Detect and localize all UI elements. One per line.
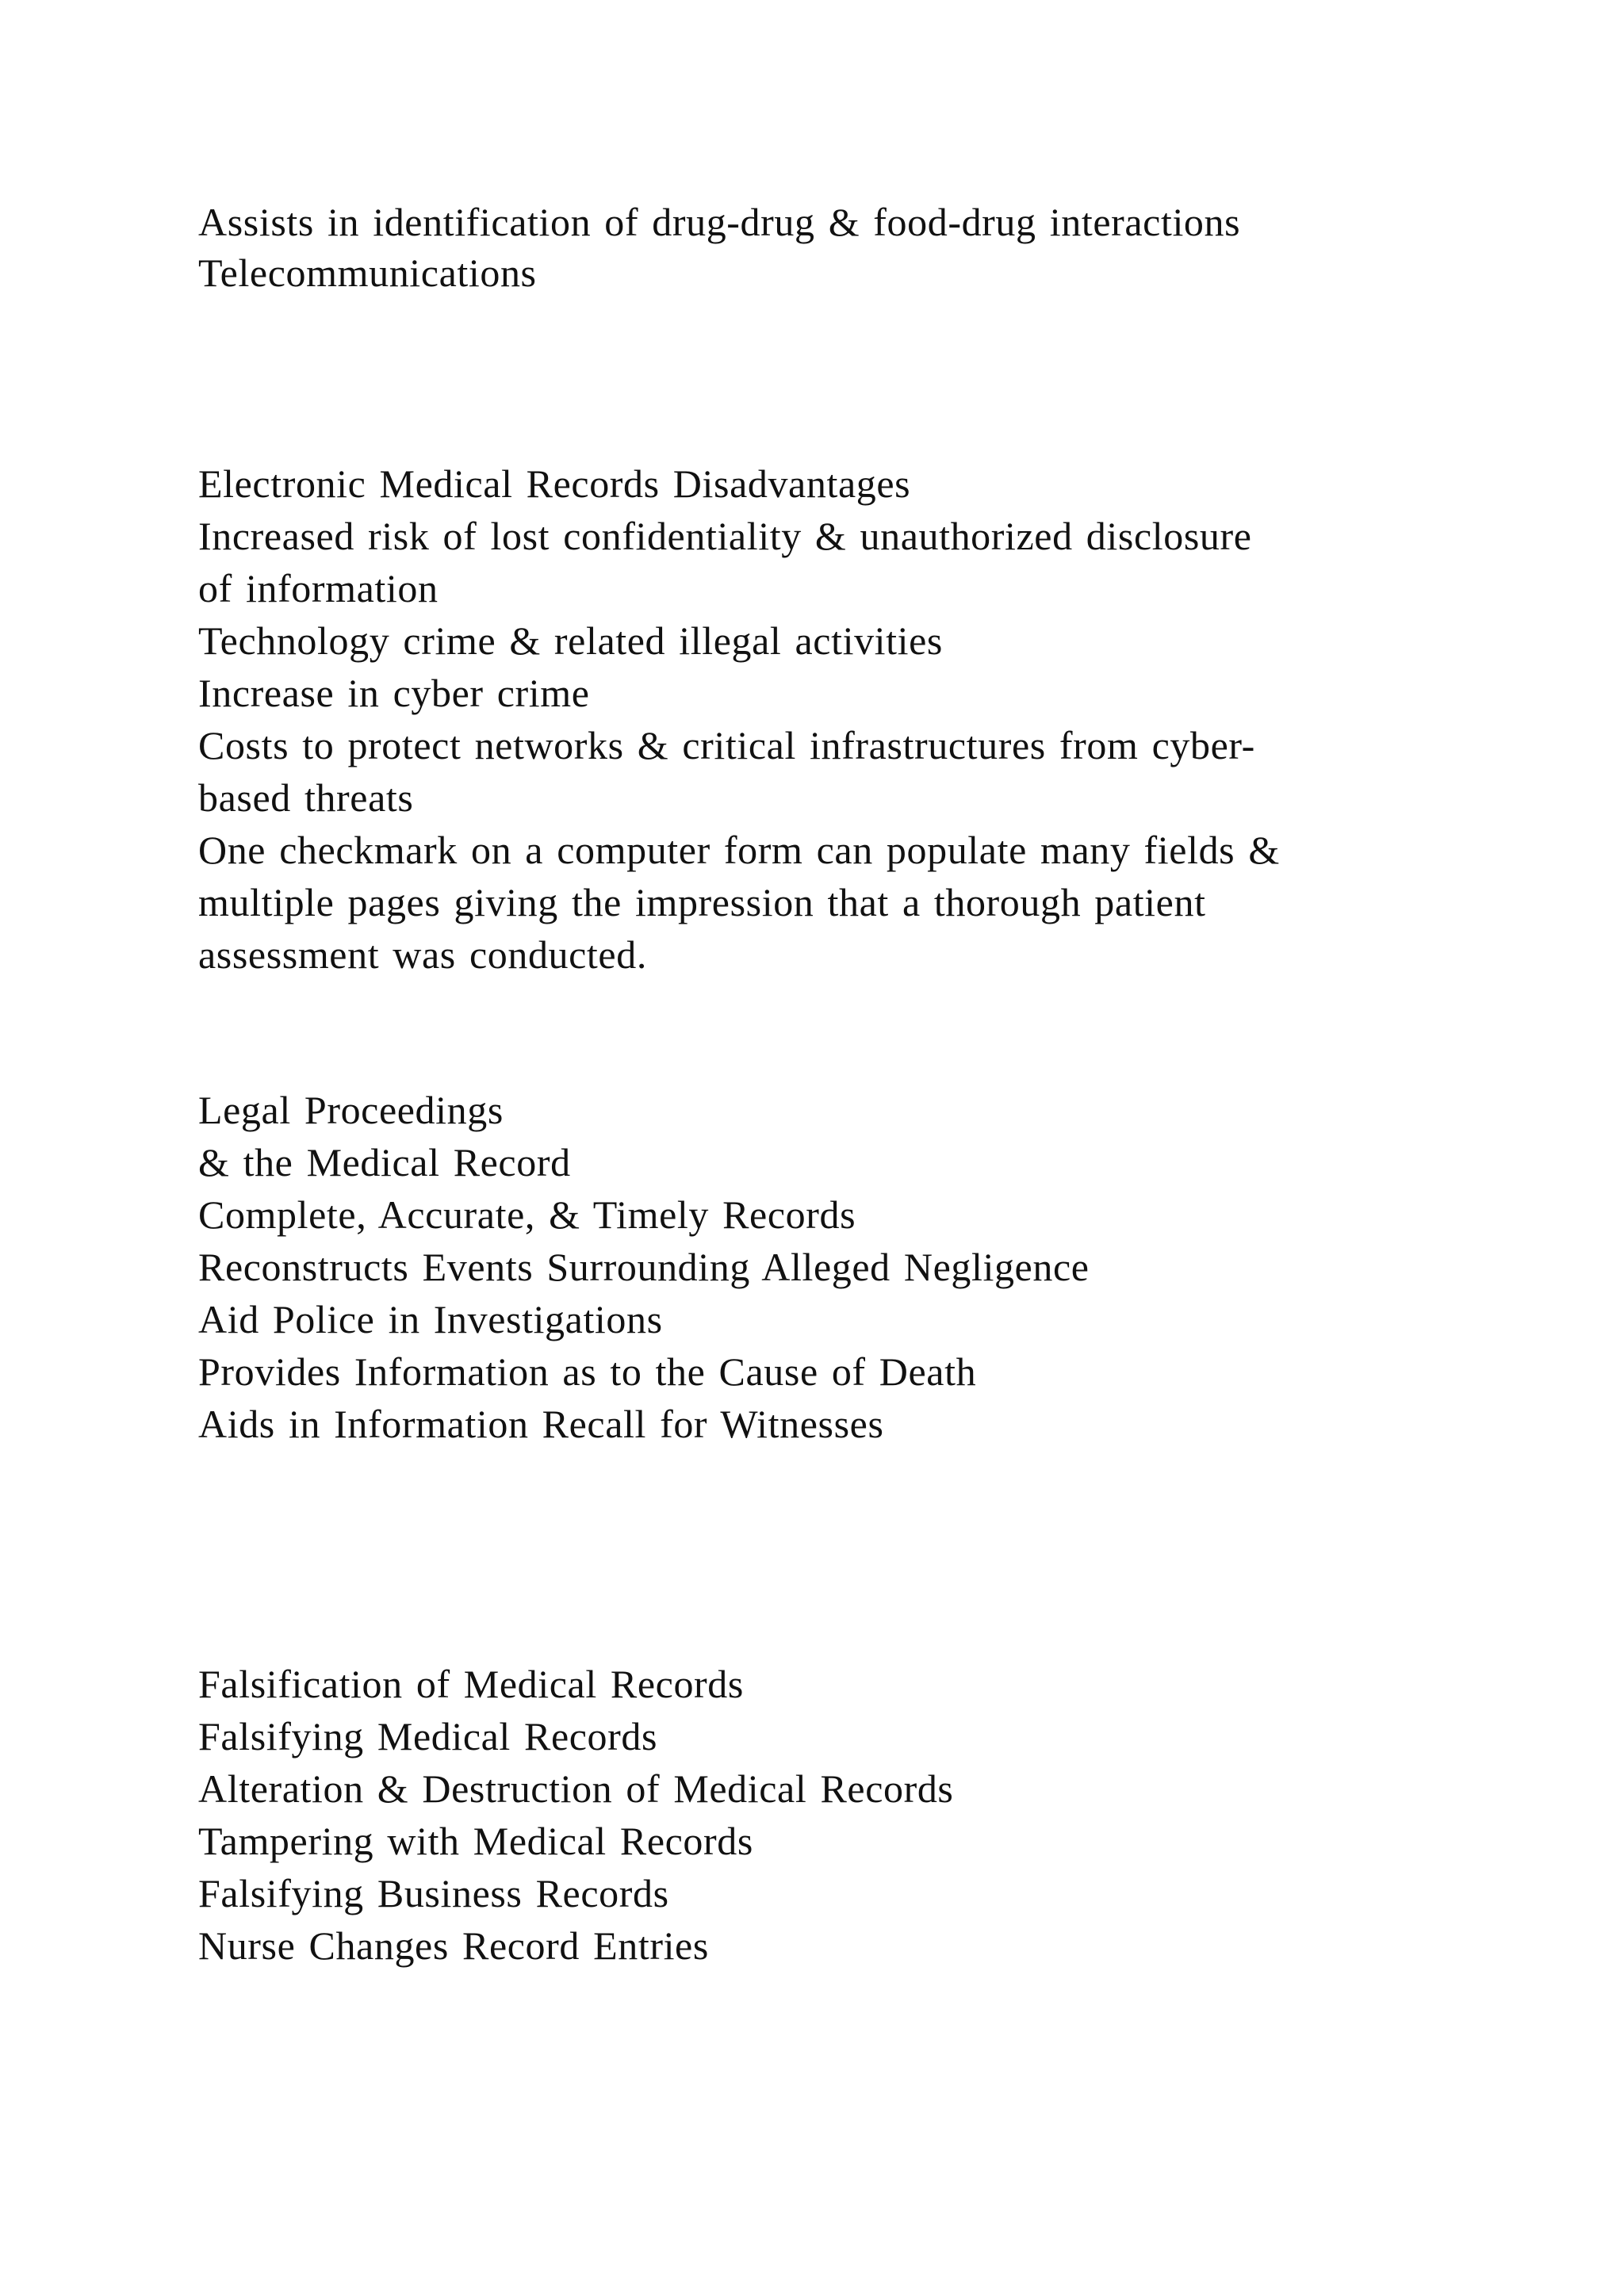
text-line: Provides Information as to the Cause of Death — [198, 1349, 977, 1394]
text-line: based threats — [198, 775, 414, 820]
text-line: Technology crime & related illegal activities — [198, 618, 943, 663]
text-line: Falsifying Business Records — [198, 1871, 669, 1915]
text-line: Tampering with Medical Records — [198, 1819, 753, 1863]
text-line: assessment was conducted. — [198, 932, 647, 977]
text-line: Falsifying Medical Records — [198, 1714, 658, 1758]
text-line: of information — [198, 566, 439, 610]
text-line: Nurse Changes Record Entries — [198, 1923, 709, 1968]
text-line: Reconstructs Events Surrounding Alleged Negligence — [198, 1245, 1090, 1289]
text-line: One checkmark on a computer form can populate many fields & — [198, 828, 1280, 872]
text-line: Telecommunications — [198, 251, 537, 295]
section-heading-medical-record: & the Medical Record — [198, 1140, 571, 1184]
text-line: multiple pages giving the impression that a thorough patient — [198, 880, 1206, 924]
text-line: Increased risk of lost confidentiality & unauthorized disclosure — [198, 514, 1252, 558]
text-line: Assists in identification of drug-drug & food-drug interactions — [198, 200, 1241, 244]
section-heading-falsification: Falsification of Medical Records — [198, 1662, 744, 1706]
text-line: Complete, Accurate, & Timely Records — [198, 1192, 856, 1237]
section-heading-legal-proceedings: Legal Proceedings — [198, 1088, 504, 1132]
text-line: Increase in cyber crime — [198, 671, 590, 715]
text-line: Alteration & Destruction of Medical Records — [198, 1766, 954, 1811]
text-line: Aid Police in Investigations — [198, 1297, 663, 1341]
text-line: Costs to protect networks & critical infrastructures from cyber- — [198, 723, 1255, 767]
section-heading-emr-disadvantages: Electronic Medical Records Disadvantages — [198, 461, 911, 506]
text-line: Aids in Information Recall for Witnesses — [198, 1402, 884, 1446]
